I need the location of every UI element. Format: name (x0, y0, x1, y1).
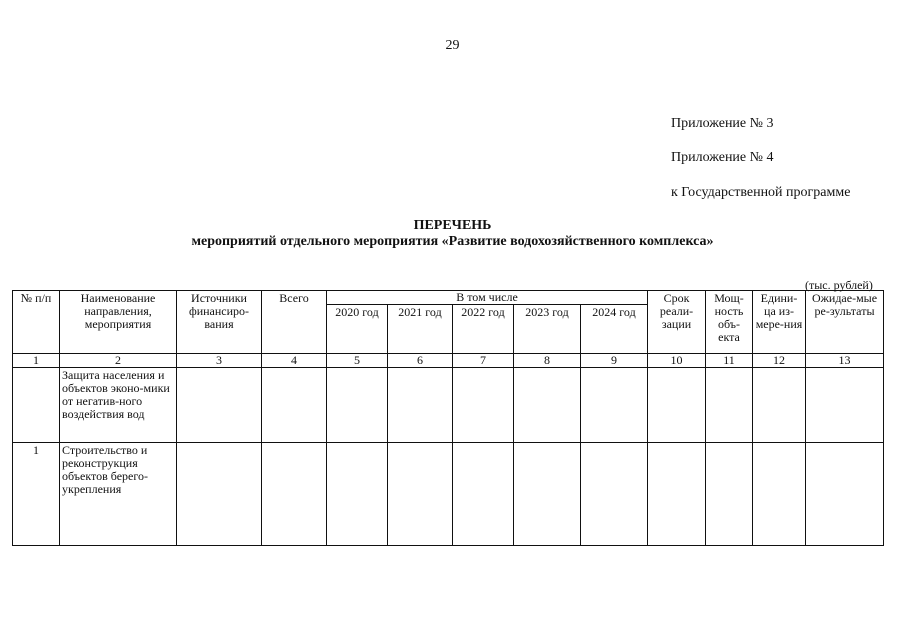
table-row (13, 368, 884, 443)
header-year-2022: 2022 год (453, 305, 514, 354)
row-name: Защита населения и объектов эконо-мики от негатив-ного воздействия вод (60, 368, 177, 443)
column-number: 3 (177, 354, 262, 368)
column-number: 10 (648, 354, 706, 368)
page-number: 29 (445, 38, 460, 53)
appendix-line-3: к Государственной программе (671, 185, 851, 200)
column-number: 8 (514, 354, 581, 368)
empty-cell (648, 443, 706, 546)
header-including: В том числе (327, 291, 648, 305)
appendix-line-1: Приложение № 3 (671, 116, 774, 131)
column-numbers-row (13, 354, 884, 368)
column-number: 1 (13, 354, 60, 368)
empty-cell (806, 443, 884, 546)
empty-cell (177, 368, 262, 443)
header-unit: Едини-ца из-мере-ния (753, 291, 806, 354)
header-capacity: Мощ-ность объ-екта (706, 291, 753, 354)
header-term: Срок реали-зации (648, 291, 706, 354)
column-number: 11 (706, 354, 753, 368)
header-sources: Источники финансиро-вания (177, 291, 262, 354)
column-number: 12 (753, 354, 806, 368)
empty-cell (262, 368, 327, 443)
header-name: Наименование направления, мероприятия (60, 291, 177, 354)
empty-cell (581, 443, 648, 546)
header-year-2021: 2021 год (388, 305, 453, 354)
header-row-1 (13, 291, 884, 305)
column-number: 5 (327, 354, 388, 368)
empty-cell (388, 443, 453, 546)
header-year-2023: 2023 год (514, 305, 581, 354)
appendix-line-2: Приложение № 4 (671, 150, 774, 165)
header-results: Ожидае-мые ре-зультаты (806, 291, 884, 354)
column-number: 6 (388, 354, 453, 368)
row-num (13, 368, 60, 443)
measures-table (12, 290, 884, 546)
row-num: 1 (13, 443, 60, 546)
column-number: 7 (453, 354, 514, 368)
units-label: (тыс. рублей) (805, 278, 873, 292)
empty-cell (453, 368, 514, 443)
header-num: № п/п (13, 291, 60, 354)
empty-cell (648, 368, 706, 443)
empty-cell (806, 368, 884, 443)
header-total: Всего (262, 291, 327, 354)
column-number: 2 (60, 354, 177, 368)
empty-cell (514, 443, 581, 546)
empty-cell (706, 443, 753, 546)
empty-cell (453, 443, 514, 546)
column-number: 9 (581, 354, 648, 368)
column-number: 13 (806, 354, 884, 368)
empty-cell (388, 368, 453, 443)
empty-cell (581, 368, 648, 443)
empty-cell (327, 443, 388, 546)
header-year-2024: 2024 год (581, 305, 648, 354)
empty-cell (514, 368, 581, 443)
header-year-2020: 2020 год (327, 305, 388, 354)
empty-cell (753, 368, 806, 443)
column-number: 4 (262, 354, 327, 368)
document-subtitle: мероприятий отдельного мероприятия «Развитие водохозяйственного комплекса» (191, 234, 714, 249)
empty-cell (177, 443, 262, 546)
empty-cell (327, 368, 388, 443)
table-row (13, 443, 884, 546)
empty-cell (706, 368, 753, 443)
row-name: Строительство и реконструкция объектов берего-укрепления (60, 443, 177, 546)
empty-cell (753, 443, 806, 546)
document-title: ПЕРЕЧЕНЬ (413, 218, 492, 233)
empty-cell (262, 443, 327, 546)
